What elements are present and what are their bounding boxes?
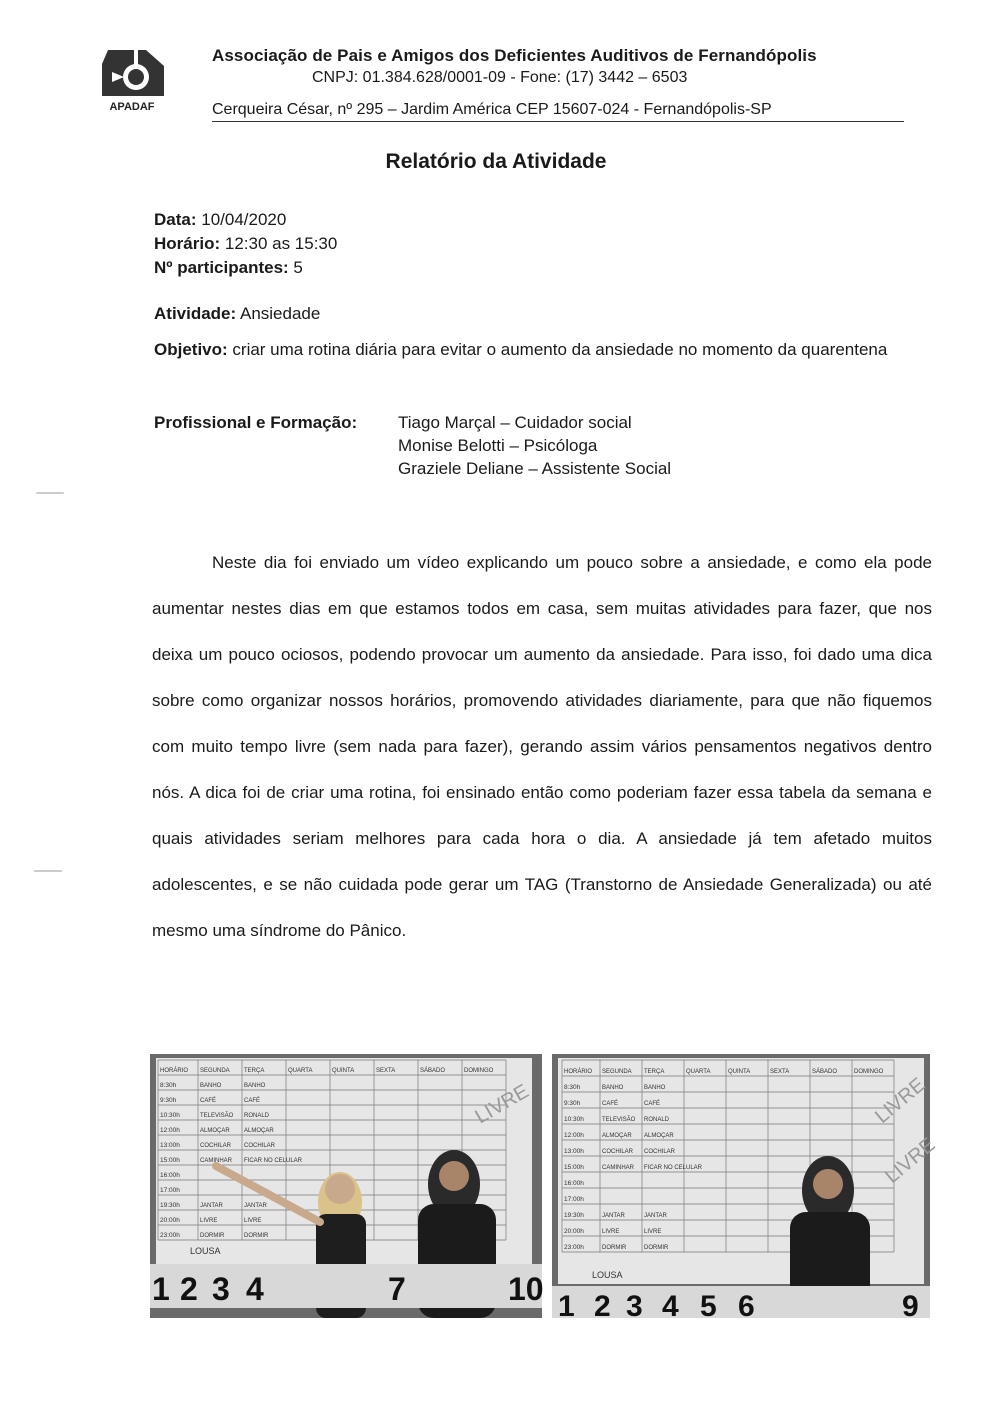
grid-time: 9:30h <box>160 1097 177 1104</box>
number-strip <box>150 1264 542 1308</box>
grid-header: SEGUNDA <box>602 1069 632 1075</box>
letterhead <box>212 46 902 119</box>
grid-cell: BANHO <box>602 1085 624 1091</box>
grid-cell: BANHO <box>244 1083 266 1089</box>
grid-time: 16:00h <box>564 1180 584 1187</box>
cnpj-phone: CNPJ: 01.384.628/0001-09 - Fone: (17) 3442 – 6503 <box>312 69 688 86</box>
grid-cell: ALMOÇAR <box>244 1128 274 1134</box>
grid-cell: ALMOÇAR <box>644 1133 674 1139</box>
number-card: 3 <box>212 1271 230 1307</box>
grid-cell: LIVRE <box>244 1218 262 1224</box>
grid-header: SEGUNDA <box>200 1068 230 1074</box>
professionals-label: Profissional e Formação: <box>154 413 358 432</box>
grid-cell: FICAR NO CELULAR <box>644 1165 703 1171</box>
grid-cell: DORMIR <box>644 1245 669 1251</box>
person-face <box>813 1169 843 1199</box>
date-label: Data: <box>154 210 197 229</box>
grid-cell: TELEVISÃO <box>602 1117 636 1123</box>
time-value: 12:30 as 15:30 <box>224 234 338 253</box>
address: Cerqueira César, nº 295 – Jardim América CEP 15607-024 - Fernandópolis-SP <box>212 101 772 118</box>
grid-time: 15:00h <box>564 1164 584 1171</box>
scan-mark <box>34 870 62 872</box>
grid-cell: RONALD <box>644 1117 670 1123</box>
professional-item: Graziele Deliane – Assistente Social <box>398 459 672 478</box>
grid-time: 12:00h <box>160 1127 180 1134</box>
grid-cell: JANTAR <box>200 1203 223 1209</box>
photo-1-scene <box>150 1054 542 1318</box>
scan-mark <box>36 492 64 494</box>
grid-header: HORÁRIO <box>564 1069 593 1075</box>
grid-cell: DORMIR <box>244 1233 269 1239</box>
grid-cell: COCHILAR <box>244 1143 276 1149</box>
grid-cell: JANTAR <box>244 1203 267 1209</box>
report-title: Relatório da Atividade <box>385 150 607 173</box>
professionals-list <box>398 411 671 480</box>
grid-header: DOMINGO <box>854 1069 884 1075</box>
professional-item: Monise Belotti – Psicóloga <box>398 436 598 455</box>
number-card: 4 <box>662 1290 679 1323</box>
number-card: 5 <box>700 1290 717 1323</box>
objective-value: criar uma rotina diária para evitar o aumento da ansiedade no momento da quarentena <box>232 340 888 359</box>
person-face <box>439 1161 469 1191</box>
grid-cell: JANTAR <box>602 1213 625 1219</box>
activity-row <box>154 304 320 324</box>
number-card: 1 <box>152 1271 170 1307</box>
professional-item: Tiago Marçal – Cuidador social <box>398 413 632 432</box>
grid-header: SÁBADO <box>812 1069 838 1075</box>
apadaf-logo <box>94 44 170 114</box>
lousa-label: LOUSA <box>190 1246 221 1256</box>
grid-header: SEXTA <box>770 1069 790 1075</box>
grid-header: QUARTA <box>686 1069 711 1075</box>
number-card: 4 <box>246 1271 264 1307</box>
logo-inner-circle <box>128 69 144 85</box>
grid-header: SEXTA <box>376 1068 396 1074</box>
grid-header: TERÇA <box>244 1068 265 1074</box>
grid-header: QUARTA <box>288 1068 313 1074</box>
grid-time: 12:00h <box>564 1132 584 1139</box>
grid-time: 13:00h <box>160 1142 180 1149</box>
lousa-label: LOUSA <box>592 1270 623 1280</box>
grid-header: DOMINGO <box>464 1068 494 1074</box>
grid-header: TERÇA <box>644 1069 665 1075</box>
grid-time: 19:30h <box>160 1202 180 1209</box>
logo-bar <box>134 46 138 66</box>
grid-cell: CAFÉ <box>644 1101 661 1107</box>
grid-cell: LIVRE <box>200 1218 218 1224</box>
grid-cell: TELEVISÃO <box>200 1113 234 1119</box>
logo-text: APADAF <box>109 101 155 113</box>
date-row <box>154 208 337 232</box>
grid-cell: BANHO <box>644 1085 666 1091</box>
number-card: 7 <box>388 1271 406 1307</box>
number-card: 1 <box>558 1290 575 1323</box>
number-card: 2 <box>594 1290 611 1323</box>
participants-value: 5 <box>293 258 303 277</box>
header-divider <box>212 121 904 122</box>
activity-photo-1 <box>150 1054 542 1318</box>
grid-time: 10:30h <box>160 1112 180 1119</box>
grid-cell: CAFÉ <box>244 1098 261 1104</box>
report-body: Neste dia foi enviado um vídeo explicando um pouco sobre a ansiedade, e como ela pode aumentar nestes dias em que estamos todos em casa, sem muitas atividades para fazer, que nos deixa um pouco ociosos, podendo provocar um aumento da ansiedade. Para isso, foi dado uma dica sobre como organizar nossos horários, promovendo atividades diariamente, para que não fiquemos com muito tempo livre (sem nada para fazer), gerando assim vários pensamentos negativos dentro nós. A dica foi de criar uma rotina, foi ensinado então como poderiam fazer essa tabela da semana e quais atividades seriam melhores para cada hora o dia. A ansiedade já tem afetado muitos adolescentes, e se não cuidada pode gerar um TAG (Transtorno de Ansiedade Generalizada) ou até mesmo uma síndrome do Pânico. <box>152 553 932 940</box>
organization-name: Associação de Pais e Amigos dos Deficientes Auditivos de Fernandópolis <box>212 46 817 65</box>
grid-cell: LIVRE <box>602 1229 620 1235</box>
objective-label: Objetivo: <box>154 340 228 359</box>
person-face <box>325 1174 355 1204</box>
grid-time: 16:00h <box>160 1172 180 1179</box>
number-card: 2 <box>180 1271 198 1307</box>
grid-time: 23:00h <box>564 1244 584 1251</box>
number-card: 6 <box>738 1290 755 1323</box>
objective-row <box>154 336 914 363</box>
grid-time: 23:00h <box>160 1232 180 1239</box>
whiteboard-word: LIVRE <box>471 1080 533 1129</box>
grid-cell: FICAR NO CELULAR <box>244 1158 303 1164</box>
whiteboard-word: LIVRE <box>881 1133 940 1188</box>
photo-2-scene <box>552 1054 940 1323</box>
whiteboard-word: LIVRE <box>871 1073 930 1128</box>
grid-header: QUINTA <box>332 1068 355 1074</box>
grid-cell: COCHILAR <box>644 1149 676 1155</box>
grid-time: 8:30h <box>564 1084 581 1091</box>
grid-cell: LIVRE <box>644 1229 662 1235</box>
grid-header: HORÁRIO <box>160 1068 189 1074</box>
participants-label: Nº participantes: <box>154 258 289 277</box>
number-card: 9 <box>902 1290 919 1323</box>
activity-meta <box>154 208 337 280</box>
activity-photo-2 <box>552 1054 940 1323</box>
grid-time: 8:30h <box>160 1082 177 1089</box>
number-card: 3 <box>626 1290 643 1323</box>
activity-value: Ansiedade <box>239 304 321 323</box>
time-row <box>154 232 337 256</box>
grid-time: 13:00h <box>564 1148 584 1155</box>
grid-cell: DORMIR <box>602 1245 627 1251</box>
grid-cell: CAFÉ <box>200 1098 217 1104</box>
date-value: 10/04/2020 <box>201 210 287 229</box>
time-label: Horário: <box>154 234 221 253</box>
grid-cell: COCHILAR <box>602 1149 634 1155</box>
activity-label: Atividade: <box>154 304 237 323</box>
grid-time: 17:00h <box>564 1196 584 1203</box>
grid-time: 10:30h <box>564 1116 584 1123</box>
grid-time: 9:30h <box>564 1100 581 1107</box>
grid-cell: CAFÉ <box>602 1101 619 1107</box>
grid-cell: CAMINHAR <box>200 1158 233 1164</box>
grid-cell: ALMOÇAR <box>200 1128 230 1134</box>
grid-cell: BANHO <box>200 1083 222 1089</box>
grid-header: QUINTA <box>728 1069 751 1075</box>
grid-time: 15:00h <box>160 1157 180 1164</box>
grid-time: 17:00h <box>160 1187 180 1194</box>
grid-cell: DORMIR <box>200 1233 225 1239</box>
grid-time: 20:00h <box>564 1228 584 1235</box>
grid-header: SÁBADO <box>420 1068 446 1074</box>
number-card: 10 <box>508 1271 544 1307</box>
grid-cell: RONALD <box>244 1113 270 1119</box>
grid-cell: CAMINHAR <box>602 1165 635 1171</box>
grid-time: 19:30h <box>564 1212 584 1219</box>
participants-row <box>154 256 337 280</box>
grid-cell: JANTAR <box>644 1213 667 1219</box>
grid-cell: ALMOÇAR <box>602 1133 632 1139</box>
grid-time: 20:00h <box>160 1217 180 1224</box>
grid-cell: COCHILAR <box>200 1143 232 1149</box>
